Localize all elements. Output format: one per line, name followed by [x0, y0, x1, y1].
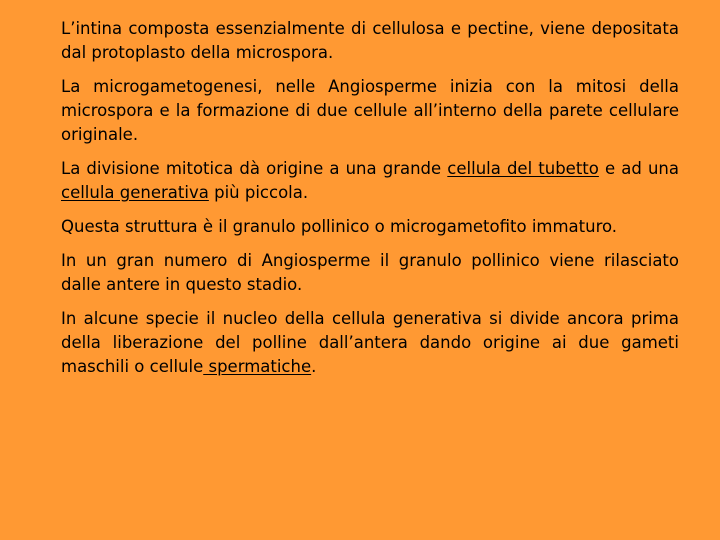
term-cellula-generativa: cellula generativa	[61, 183, 209, 202]
paragraph-divisione-mitotica	[61, 157, 679, 205]
paragraph-granulo-pollinico: In un gran numero di Angiosperme il granulo pollinico viene rilasciato dalle antere in questo stadio.	[61, 251, 679, 294]
paragraph-microgametogenesi: La microgametogenesi, nelle Angiosperme inizia con la mitosi della microspora e la formazione di due cellule all’interno della parete cellulare originale.	[61, 77, 679, 144]
paragraph-text: e ad una	[598, 159, 679, 178]
term-cellula-del-tubetto: cellula del tubetto	[447, 159, 599, 178]
paragraph-text: più piccola.	[208, 183, 309, 202]
paragraph-text: In alcune specie il nucleo della cellula generativa si divide ancora prima della liberazione del polline dall’antera dando origine ai due gameti maschili o cellule	[61, 309, 679, 376]
paragraph-specie-nucleo	[61, 307, 679, 379]
paragraph-intina: L’intina composta essenzialmente di cellulosa e pectine, viene depositata dal protoplasto della microspora.	[61, 19, 679, 62]
paragraph-text: .	[311, 357, 317, 376]
paragraph-struttura: Questa struttura è il granulo pollinico o microgametofito immaturo.	[61, 217, 618, 236]
paragraph-text: La divisione mitotica dà origine a una grande	[61, 159, 448, 178]
term-spermatiche: spermatiche	[203, 357, 312, 376]
slide-text-body	[61, 17, 679, 389]
